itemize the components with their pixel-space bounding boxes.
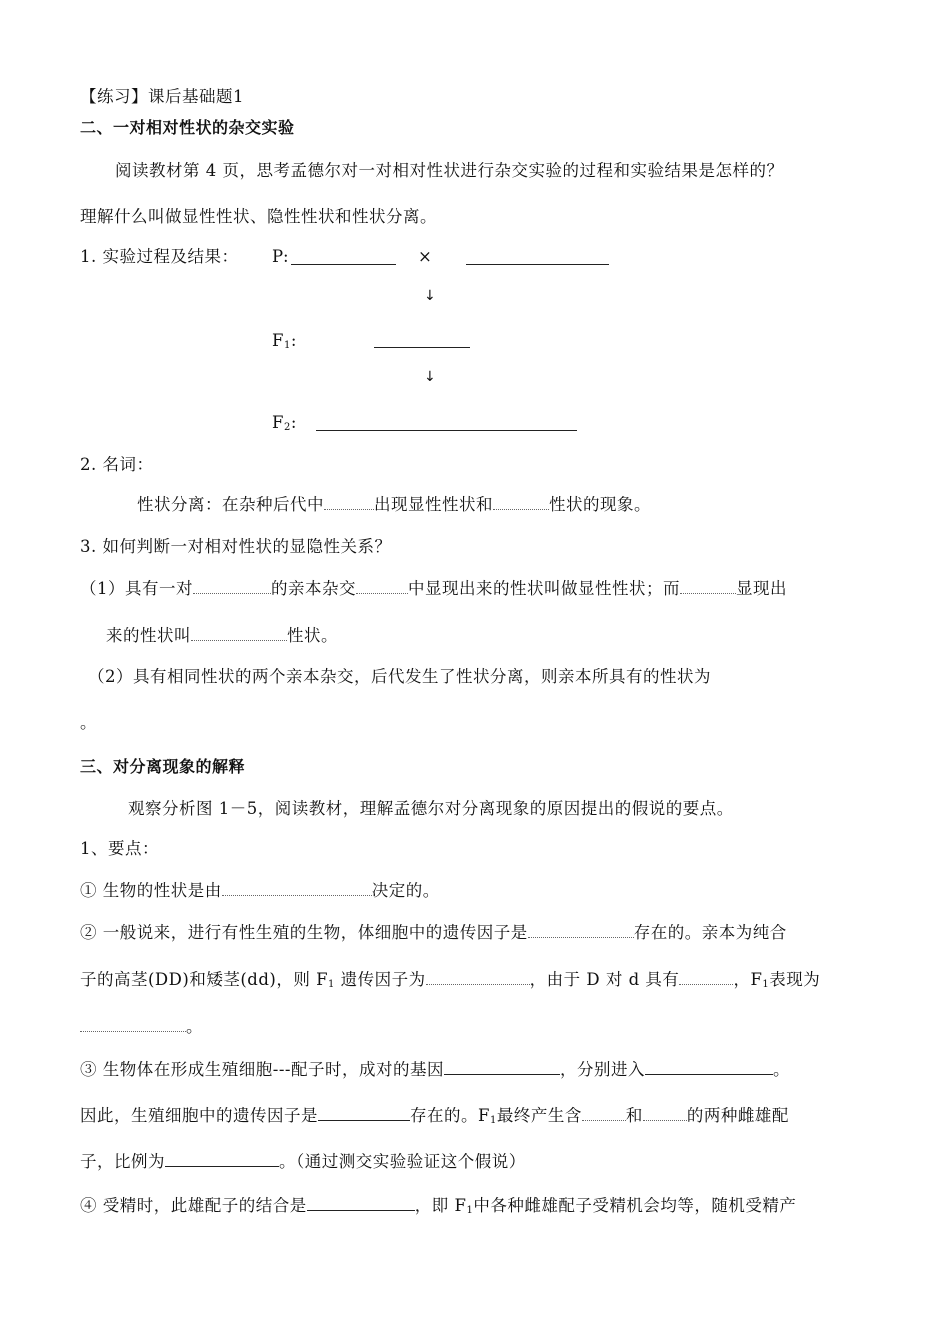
q3-blank-2[interactable] [356, 577, 408, 594]
point-2-line-2: 子的高茎(DD)和矮茎(dd)，则 $F_1$ 遗传因子为 ，由于 D 对 d 具有 ，$F_1$表现为 [80, 970, 821, 990]
point-1-blank[interactable] [222, 879, 372, 896]
cross-symbol: × [418, 247, 433, 266]
p-parent-2-blank[interactable] [466, 264, 609, 265]
f1-blank[interactable] [374, 347, 470, 348]
point-2-blank-3[interactable] [679, 968, 733, 985]
q3-blank-1[interactable] [193, 577, 271, 594]
practice-label: 【练习】课后基础题1 [80, 87, 244, 106]
point-3-line-2: 因此，生殖细胞中的遗传因子是 存在的。$F_1$最终产生含 和 的两种雌雄配 [80, 1106, 789, 1126]
section-2-intro-1: 阅读教材第 4 页，思考孟德尔对一对相对性状进行杂交实验的过程和实验结果是怎样的？ [115, 161, 784, 180]
p-parent-1-blank[interactable] [291, 264, 396, 265]
q3-blank-3[interactable] [680, 577, 736, 594]
point-2-line-1: ② 一般说来，进行有性生殖的生物，体细胞中的遗传因子是 存在的。亲本为纯合 [80, 923, 787, 942]
question-3-1-line-2: 来的性状叫 性状。 [106, 626, 338, 645]
point-3-blank-2[interactable] [645, 1058, 773, 1075]
question-3-1-line-1: （1）具有一对 的亲本杂交 中显现出来的性状叫做显性性状；而 显现出 [80, 579, 787, 598]
section-2-intro-2: 理解什么叫做显性性状、隐性性状和性状分离。 [80, 207, 437, 226]
point-4-line-1: ④ 受精时，此雄配子的结合是 ，即 $F_1$中各种雌雄配子受精机会均等，随机受精产 [80, 1196, 797, 1216]
q3-blank-4[interactable] [191, 624, 287, 641]
f1-generation-label: $F_1$: [272, 331, 297, 351]
section-3-title: 三、对分离现象的解释 [80, 757, 246, 776]
question-3-2-line-1: （2）具有相同性状的两个亲本杂交，后代发生了性状分离，则亲本所具有的性状为 [88, 667, 711, 686]
question-3-label: 3. 如何判断一对相对性状的显隐性关系？ [80, 537, 392, 556]
point-3-line-3: 子，比例为 。（通过测交实验验证这个假说） [80, 1152, 526, 1171]
section-3-intro: 观察分析图 1－5，阅读教材，理解孟德尔对分离现象的原因提出的假说的要点。 [128, 799, 734, 818]
p-generation-label: P: [272, 247, 290, 266]
section-2-title: 二、一对相对性状的杂交实验 [80, 118, 295, 137]
point-2-blank-1[interactable] [528, 921, 634, 938]
point-2-line-3: 。 [80, 1015, 203, 1038]
down-arrow-icon: ↓ [424, 288, 436, 304]
point-3-blank-4[interactable] [582, 1104, 626, 1121]
f2-blank[interactable] [316, 430, 577, 431]
down-arrow-icon: ↓ [424, 369, 436, 385]
point-3-line-1: ③ 生物体在形成生殖细胞---配子时，成对的基因 ，分别进入 。 [80, 1060, 790, 1079]
point-3-blank-6[interactable] [165, 1150, 279, 1167]
experiment-label: 1. 实验过程及结果： [80, 247, 239, 266]
terms-label: 2. 名词： [80, 455, 154, 474]
point-1: ① 生物的性状是由 决定的。 [80, 881, 440, 900]
point-3-blank-3[interactable] [318, 1104, 410, 1121]
definition-blank-1[interactable] [324, 493, 374, 510]
point-4-blank-1[interactable] [307, 1194, 415, 1211]
trait-segregation-definition: 性状分离：在杂种后代中 出现显性性状和 性状的现象。 [137, 495, 651, 514]
question-3-2-line-2: 。 [80, 713, 97, 732]
point-3-blank-1[interactable] [444, 1058, 560, 1075]
key-points-label: 1、要点： [80, 839, 159, 858]
point-3-blank-5[interactable] [643, 1104, 687, 1121]
definition-blank-2[interactable] [493, 493, 549, 510]
point-2-blank-4[interactable] [80, 1015, 186, 1032]
f2-generation-label: $F_2$: [272, 413, 297, 433]
point-2-blank-2[interactable] [426, 968, 530, 985]
